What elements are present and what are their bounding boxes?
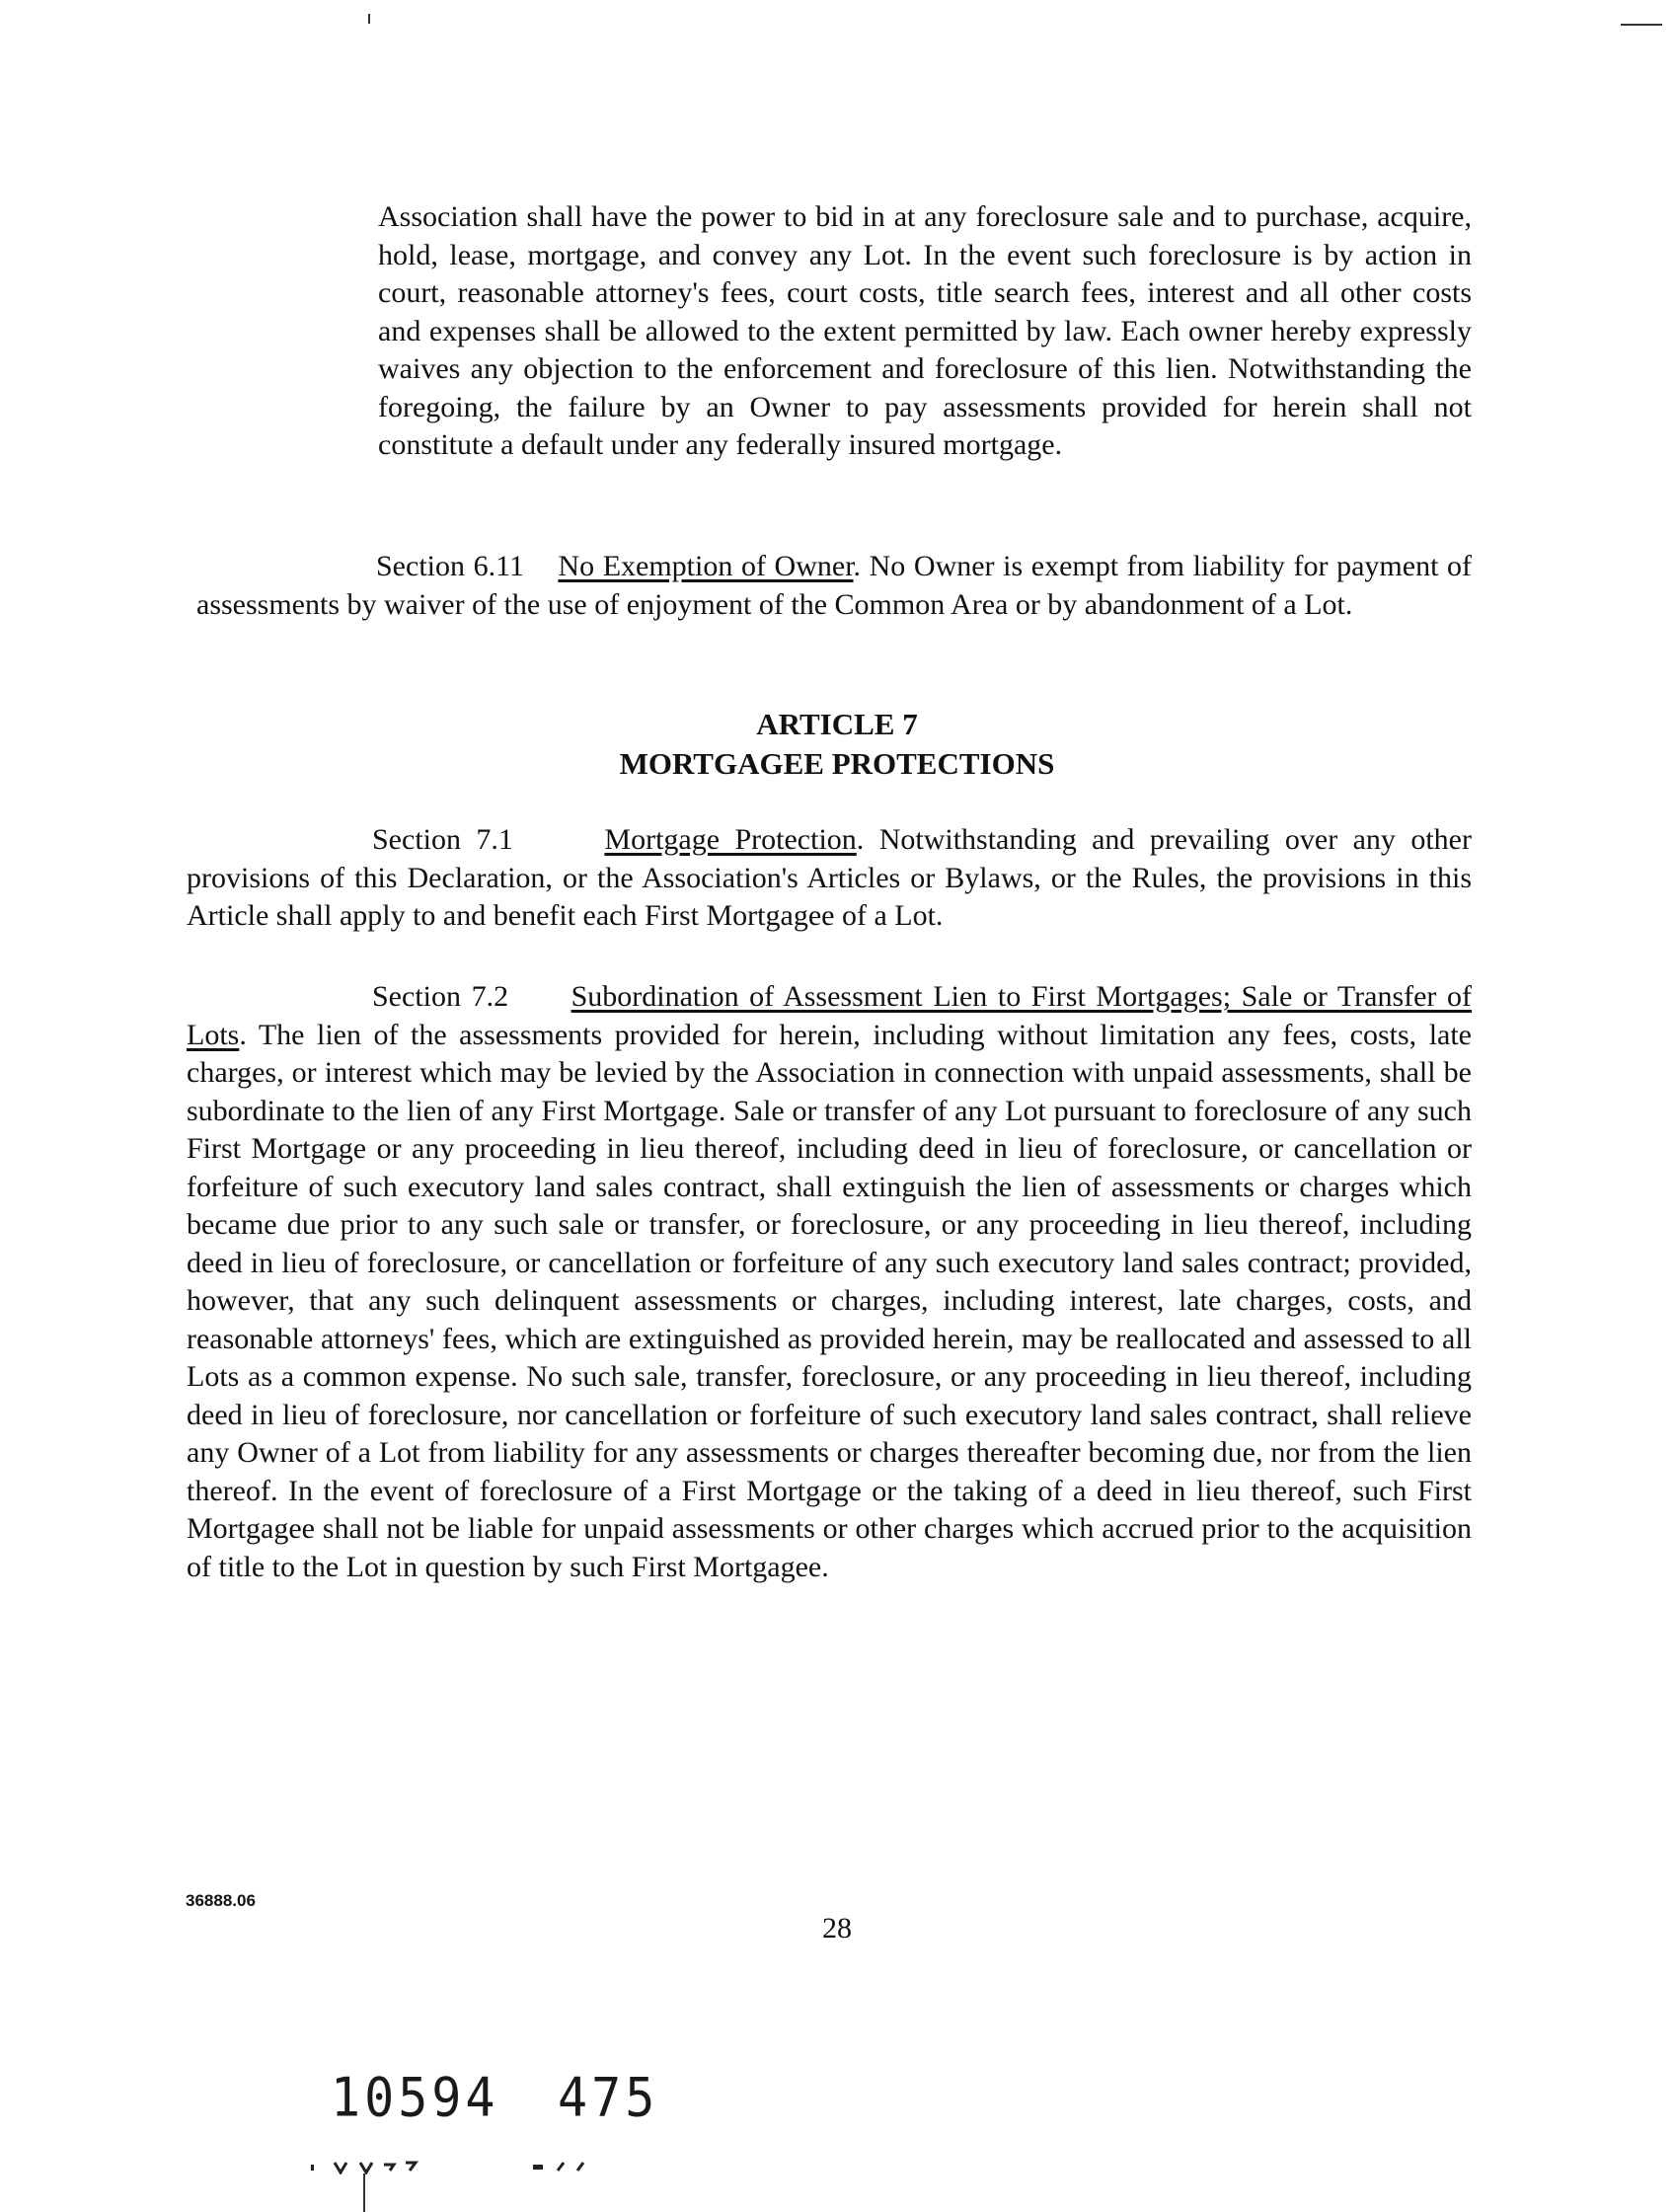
recording-stamp-page: 475 bbox=[558, 2066, 659, 2129]
section-body: . Notwithstanding and prevailing over any other provisions of this Declaration, or the Association's Articles or Bylaws, or the Rules, the provisions in this Article shall apply to and benefit each First Mortgagee of a Lot. bbox=[187, 823, 1472, 932]
section-6-11 bbox=[196, 548, 1472, 624]
section-body: . The lien of the assessments provided for herein, including without limitation any fees, costs, late charges, or interest which may be levied by the Association in connection with unpaid assessments, shall be subordinate to the lien of any First Mortgage. Sale or transfer of any Lot pursuant to foreclosure of any such First Mortgage or any proceeding in lieu thereof, including deed in lieu of foreclosure, or cancellation or forfeiture of such executory land sales contract, shall extinguish the lien of assessments or charges which became due prior to any such sale or transfer, or foreclosure, or any proceeding in lieu thereof, including deed in lieu of foreclosure, or cancellation or forfeiture of any such executory land sales contract; provided, however, that any such delinquent assessments or charges, including interest, late charges, costs, and reasonable attorneys' fees, which are extinguished as provided herein, may be reallocated and assessed to all Lots as a common expense. No such sale, transfer, foreclosure, or any proceeding in lieu thereof, including deed in lieu of foreclosure, nor cancellation or forfeiture of such executory land sales contract, shall relieve any Owner of a Lot from liability for any assessments or charges thereafter becoming due, nor from the lien thereof. In the event of foreclosure of a First Mortgage or the taking of a deed in lieu thereof, such First Mortgagee shall not be liable for unpaid assessments or other charges which accrued prior to the acquisition of title to the Lot in question by such First Mortgagee. bbox=[187, 1018, 1472, 1583]
stamp-bleed-through bbox=[311, 2159, 627, 2174]
document-id: 36888.06 bbox=[186, 1891, 256, 1910]
section-title: Mortgage Protection bbox=[604, 823, 857, 856]
paragraph-continuation: Association shall have the power to bid in at any foreclosure sale and to purchase, acquire, hold, lease, mortgage, and convey any Lot. In the event such foreclosure is by action in court, reasonable attorney's fees, court costs, title search fees, interest and all other costs and expenses shall be allowed to the extent permitted by law. Each owner hereby expressly waives any objection to the enforcement and foreclosure of this lien. Notwithstanding the foregoing, the failure by an Owner to pay assessments provided for herein shall not constitute a default under any federally insured mortgage. bbox=[378, 200, 1472, 461]
section-7-2 bbox=[187, 978, 1472, 1586]
recording-stamp-book: 10594 bbox=[331, 2066, 499, 2129]
section-body: . No Owner is exempt from liability for payment of assessments by waiver of the use of enjoyment of the Common Area or by abandonment of a Lot. bbox=[196, 550, 1473, 621]
section-title: Subordination of Assessment Lien to First Mortgages; Sale or Transfer of Lots bbox=[187, 980, 1472, 1051]
section-number: Section 6.11 bbox=[376, 550, 524, 582]
section-7-1 bbox=[187, 821, 1472, 936]
page-number: 28 bbox=[822, 1912, 852, 1945]
article-number: ARTICLE 7 bbox=[756, 707, 918, 741]
section-title: No Exemption of Owner bbox=[558, 550, 854, 582]
scan-mark-bottom bbox=[363, 2174, 365, 2212]
scan-mark-corner bbox=[1621, 24, 1662, 26]
scan-mark-top bbox=[368, 14, 370, 24]
section-number: Section 7.2 bbox=[372, 980, 509, 1013]
section-number: Section 7.1 bbox=[372, 823, 513, 856]
article-title: MORTGAGEE PROTECTIONS bbox=[619, 746, 1055, 781]
